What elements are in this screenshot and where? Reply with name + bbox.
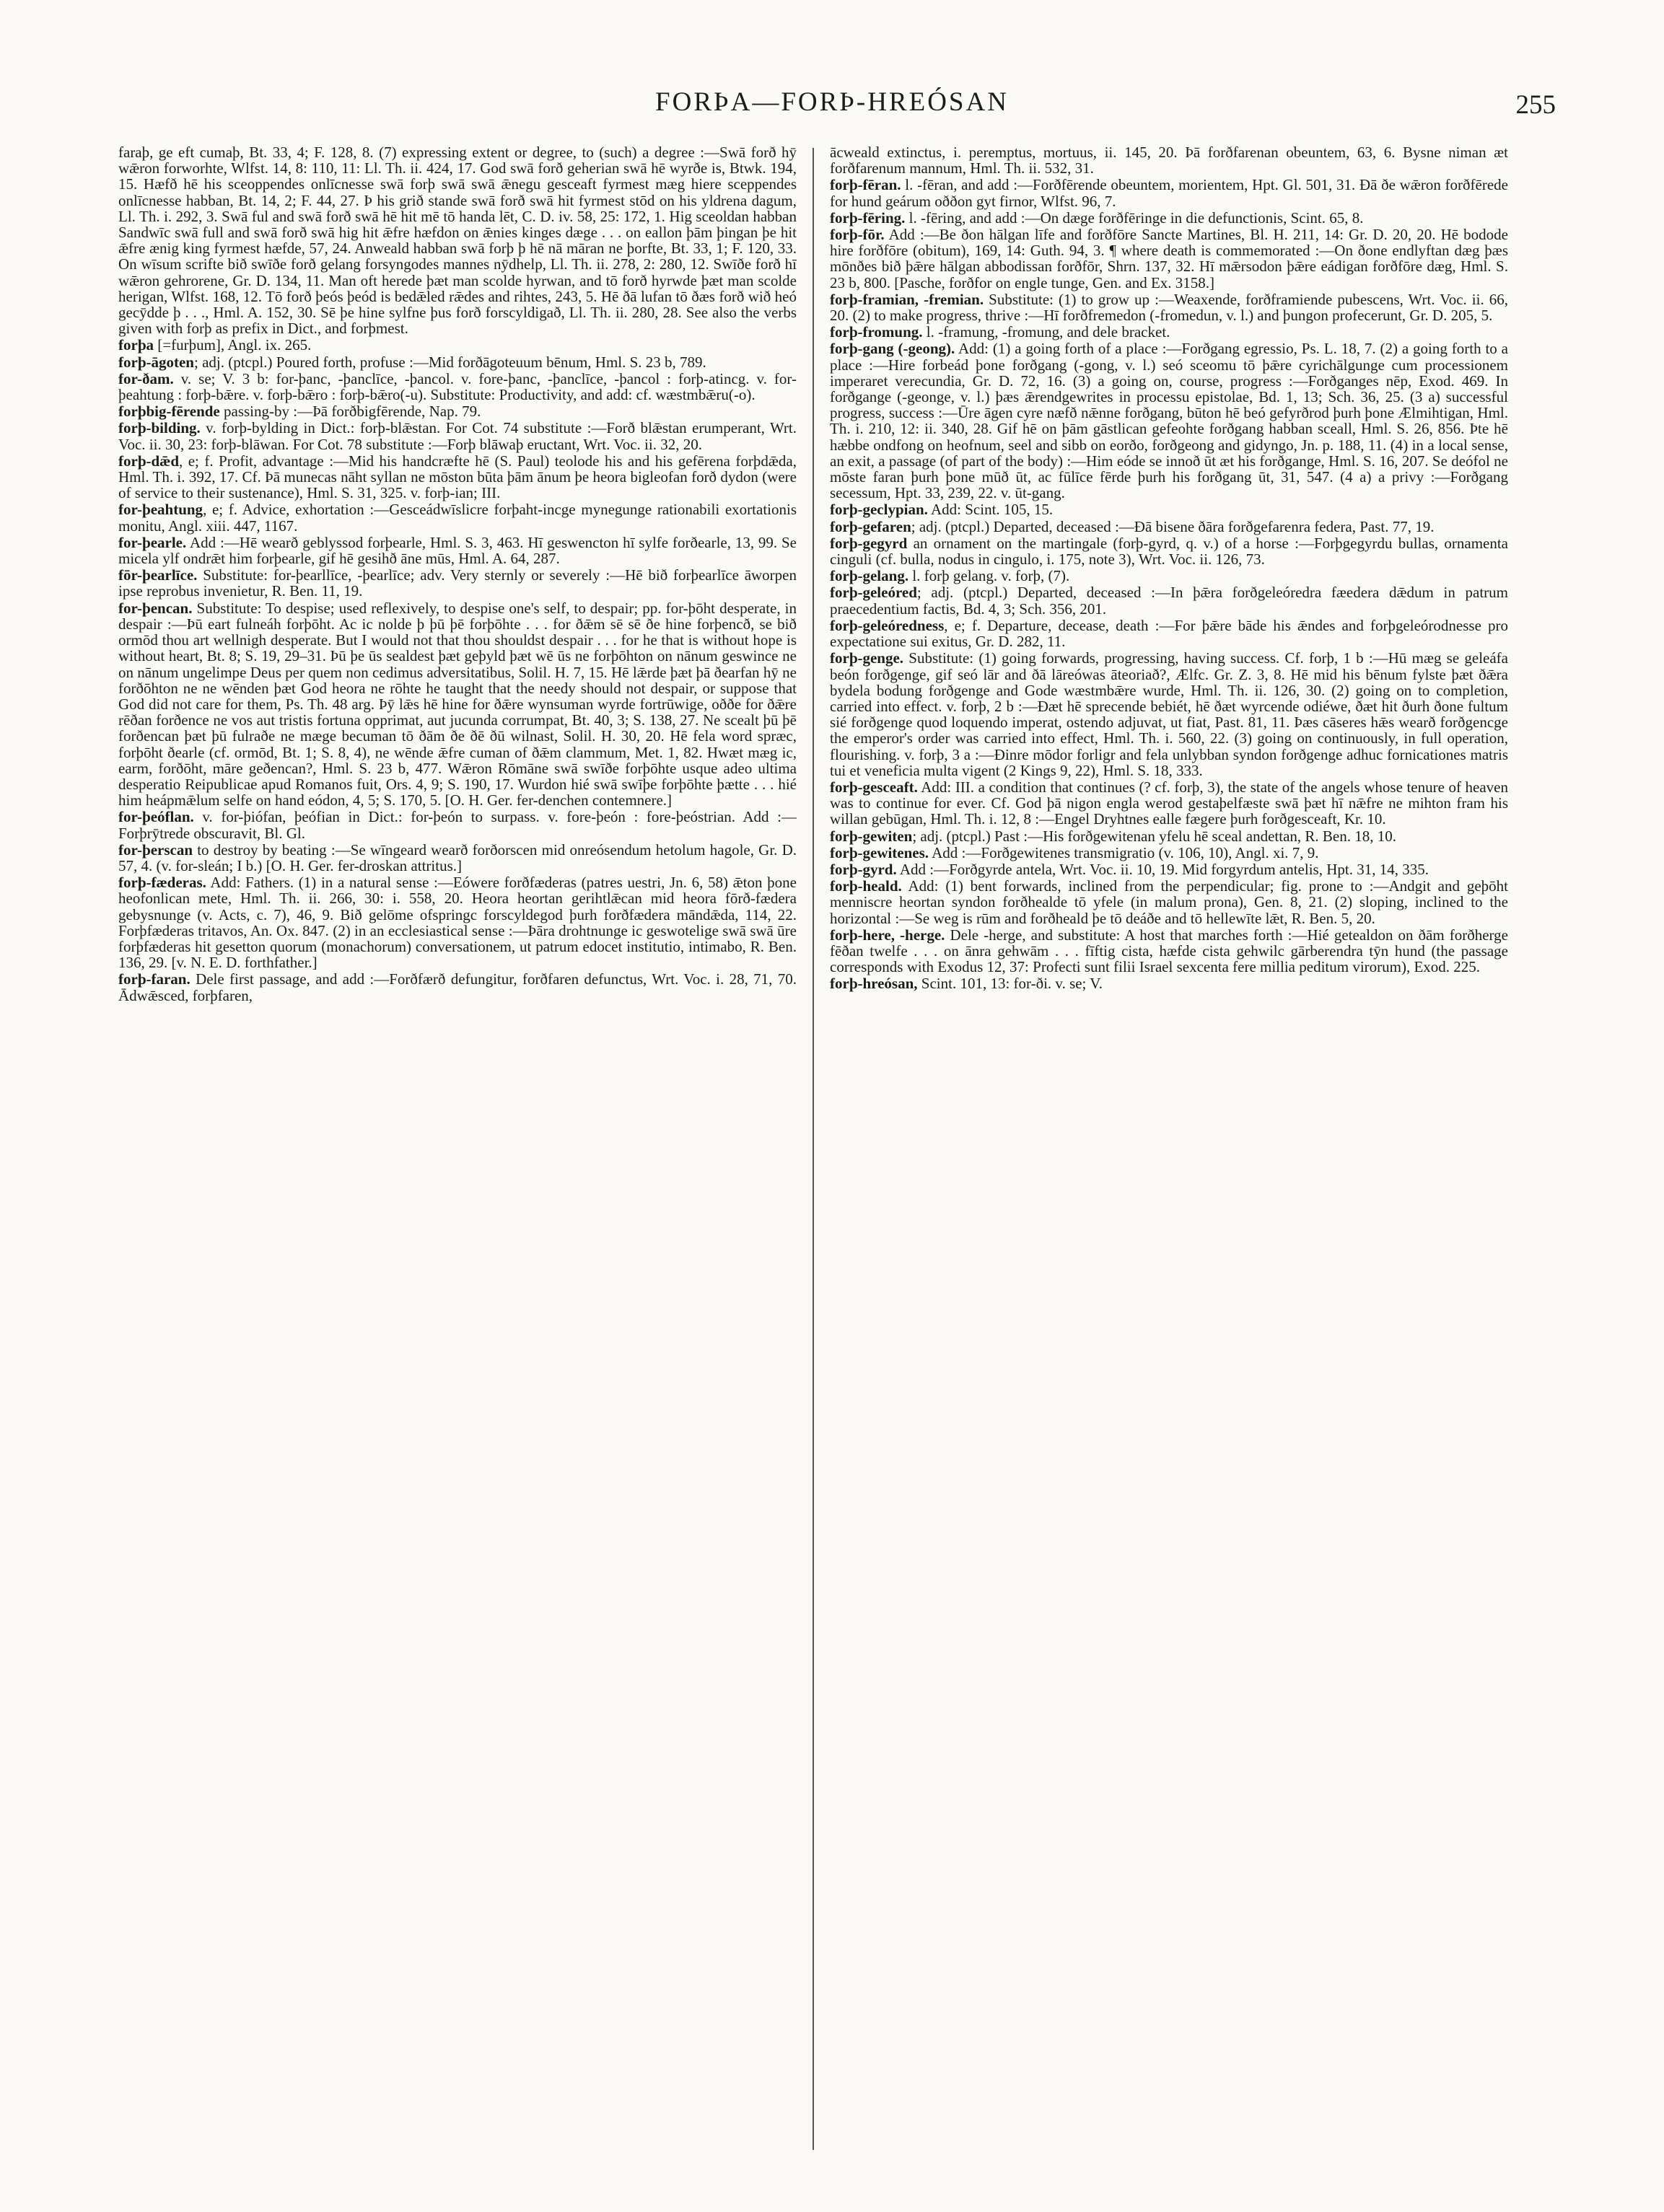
entry-body: ; adj. (ptcpl.) Past :—His forðgewitenan yfelu hē sceal andettan, R. Ben. 18, 10. — [912, 827, 1396, 845]
entry-headword: forþ-fēran. — [830, 176, 901, 194]
entry-headword: for-þearle. — [118, 533, 187, 551]
entry-headword: for-ðam. — [118, 369, 174, 387]
entry-body: Add: Fathers. (1) in a natural sense :—Eówere forðfæderas (patres uestri, Jn. 6, 58) ǣton þone heofonlican mete, Hml. Th. ii. 266, 30: i. 558, 20. Heora heortan gerihtlǣcan mid heora fōrð-fædera gebysnunge (v. Acts, c. 7), 46, 9. Bið gelōme ofspringc forscyldegod þurh forðfædera māndǣda, 114, 22. Forþfæderas tritavos, An. Ox. 847. (2) in an ecclesiastical sense :—Þāra drohtnunge ic geswotelige swā swā ūre forþfæderas hit gesetton quorum (monachorum) conversationem, ut patrum edocet institutio, intimabo, R. Ben. 136, 29. [v. N. E. D. forthfather.] — [118, 874, 797, 972]
dictionary-entry — [118, 144, 797, 336]
entry-headword: forþa — [118, 336, 154, 354]
entry-body: v. forþ-bylding in Dict.: forþ-blǣstan. For Cot. 74 substitute :—Forð blǣstan erumperant, Wrt. Voc. ii. 30, 23: forþ-blāwan. For Cot. 78 substitute :—Forþ blāwaþ eructant, Wrt. Voc. ii. 32, 20. — [118, 419, 797, 453]
entry-headword: forþ-here, -herge. — [830, 926, 945, 944]
entry-headword: forþ-fromung. — [830, 323, 923, 341]
entry-body: l. -fēran, and add :—Forðfērende obeuntem, morientem, Hpt. Gl. 501, 31. Ðā ðe wǣron forðfērede for hund geárum oððon gyt firnor, Wlfst. 96, 7. — [830, 176, 1508, 210]
entry-body: Add :—Be ðon hālgan līfe and forðfōre Sancte Martines, Bl. H. 211, 14: Gr. D. 20, 20. Hē bodode hire forðfōre (obitum), 169, 14: Guth. 94, 3. ¶ where death is commemorated :—On ðone endlyftan dæg þæs mōnðes bið þǣre hālgan abbodissan forðfōr, Shrn. 137, 32. Hī mǣrsodon þǣre eádigan forðfōre dæg, Hml. S. 23 b, 800. [Pasche, forðfor on engle tunge, Gen. and Ex. 3158.] — [830, 226, 1508, 291]
entry-headword: for-þeóflan. — [118, 808, 194, 826]
page-header — [108, 85, 1556, 124]
entry-headword: forþ-fōr. — [830, 226, 885, 244]
entry-headword: forþ-gefaren — [830, 517, 911, 535]
entry-body: an ornament on the martingale (forþ-gyrd, q. v.) of a horse :—Forþgegyrdu bullas, ornamenta cinguli (cf. bulla, nodus in cingulo, i. 175, note 3), Wrt. Voc. ii. 126, 73. — [830, 534, 1508, 569]
dictionary-entry — [830, 535, 1508, 567]
entry-body: l. forþ gelang. v. forþ, (7). — [908, 567, 1070, 585]
dictionary-entry — [118, 874, 797, 970]
entry-body: , e; f. Departure, decease, death :—For þǣre bāde his ǣndes and forþgeleórodnesse pro expectatione sui exitus, Gr. D. 282, 11. — [830, 616, 1508, 651]
entry-body: Add :—Forðgyrde antela, Wrt. Voc. ii. 10, 19. Mid forgyrdum antelis, Hpt. 31, 14, 335. — [896, 860, 1429, 878]
dictionary-entry — [830, 845, 1508, 861]
entry-headword: forþ-āgoten — [118, 353, 194, 371]
entry-headword: forþ-framian, -fremian. — [830, 290, 984, 308]
entry-headword: forþ-gyrd. — [830, 860, 897, 878]
dictionary-entry — [830, 828, 1508, 844]
page-number: 255 — [1515, 90, 1556, 120]
entry-headword: forþ-gesceaft. — [830, 778, 918, 796]
entry-headword: forþ-gewiten — [830, 827, 913, 845]
entry-headword: forþ-genge. — [830, 649, 904, 667]
dictionary-entry — [830, 324, 1508, 340]
dictionary-entry — [118, 600, 797, 809]
dictionary-entry — [830, 975, 1508, 991]
dictionary-entry — [830, 584, 1508, 616]
left-column — [118, 144, 797, 2157]
entry-body: v. for-þiófan, þeófian in Dict.: for-þeón to surpass. v. fore-þeón : fore-þeóstrian. Add :—Forþrȳtrede obscuravit, Bl. Gl. — [118, 808, 797, 842]
entry-headword: forþ-fæderas. — [118, 874, 206, 892]
column-divider — [813, 148, 814, 2150]
entry-headword: forþ-faran. — [118, 970, 191, 988]
dictionary-entry — [118, 403, 797, 419]
dictionary-entry — [830, 878, 1508, 926]
entry-headword: fōr-þearlīce. — [118, 566, 198, 584]
entry-headword: for-þeahtung — [118, 501, 203, 519]
entry-headword: forþ-geclypian. — [830, 501, 928, 519]
dictionary-entry — [118, 809, 797, 841]
entry-body: ; adj. (ptcpl.) Departed, deceased :—In þǣra forðgeleóredra fæedera dǣdum in patrum praecedentium factis, Bd. 4, 3; Sch. 356, 201. — [830, 584, 1508, 618]
dictionary-entry — [830, 501, 1508, 517]
entry-body: Substitute: for-þearllīce, -þearlīce; adv. Very sternly or severely :—Hē bið forþearlīce āworpen ipse reprobus invenietur, R. Ben. 11, 19. — [118, 566, 797, 600]
entry-headword: forþ-geleóredness — [830, 616, 945, 634]
dictionary-entry — [830, 650, 1508, 778]
dictionary-entry — [118, 842, 797, 874]
dictionary-entry — [830, 927, 1508, 975]
dictionary-entry — [118, 453, 797, 501]
dictionary-entry — [118, 971, 797, 1003]
entry-body: Add :—Forðgewitenes transmigratio (v. 106, 10), Angl. xi. 7, 9. — [929, 843, 1319, 861]
entry-headword: forþ-hreósan, — [830, 975, 918, 993]
dictionary-entry — [118, 501, 797, 533]
entry-body: Add :—Hē wearð geblyssod forþearle, Hml. S. 3, 463. Hī geswencton hī sylfe forðearle, 13, 99. Se micela ylf ondrǣt him forþearle, gif hē gesihð āne mūs, Hml. A. 64, 287. — [118, 533, 797, 568]
dictionary-entry — [118, 567, 797, 599]
entry-body: Add: Scint. 105, 15. — [927, 501, 1054, 519]
dictionary-entry — [830, 519, 1508, 535]
dictionary-entry — [118, 354, 797, 370]
entry-body: Dele -herge, and substitute: A host that marches forth :—Hié getealdon on ðām forðherge fēðan twelfe . . . on ānra gehwām . . . fīftig cista, hæfde cista gehwilc gārberendra tȳn hund (the passage corresponds with Exodus 12, 37: Profecti sunt filii Israel sexcenta fere millia peditum virorum), Exod. 225. — [830, 926, 1508, 976]
entry-headword: forþbig-fērende — [118, 403, 220, 421]
entry-body: , e; f. Advice, exhortation :—Gesceádwīslicre forþaht-incge mynegunge rationabili exortationis monitu, Angl. xiii. 447, 1167. — [118, 501, 797, 535]
entry-body: ; adj. (ptcpl.) Poured forth, profuse :—Mid forðāgoteuum bēnum, Hml. S. 23 b, 789. — [193, 353, 706, 371]
entry-headword: for-þerscan — [118, 841, 193, 859]
dictionary-entry — [830, 227, 1508, 291]
entry-headword: forþ-heald. — [830, 877, 902, 895]
dictionary-entry — [830, 144, 1508, 176]
dictionary-entry — [830, 618, 1508, 649]
entry-headword: forþ-bilding. — [118, 419, 201, 437]
entry-body: l. -fēring, and add :—On dæge forðfēringe in die defunctionis, Scint. 65, 8. — [905, 209, 1364, 227]
right-column — [830, 144, 1508, 2157]
entry-body: passing-by :—Þā forðbigfērende, Nap. 79. — [219, 403, 481, 421]
entry-body: Substitute: (1) going forwards, progressing, having success. Cf. forþ, 1 b :—Hū mæg se geleáfa beón forðgenge, gif seó lār and ðā lāreówas āteoriað?, Ælfc. Gr. Z. 3, 8. Hē mid his bēnum fylste þæt ðǣra bydela bodung forðgenge and Gode wæstmbǣre wurde, Hml. Th. ii. 126, 30. (2) going on to completion, carried into effect. v. forþ, 2 b :—Ðæt hē sprecende bebiét, hē ðæt wyrcende odiéwe, ðæt hit ðurh ðone fultum sié forðgenge quod loquendo imperat, ostendo adjuvat, ut fiat, Past. 81, 11. Þæs cāseres hǣs wearð forðgencge the emperor's order was carried into effect, Hml. Th. i. 560, 22. (3) going on continuously, in full operation, flourishing. v. forþ, 3 a :—Ðinre mōdor forligr and fela unlybban syndon forðgenge adhuc fornicationes matris tui et veneficia multa vigent (2 Kings 9, 22), Hml. S. 18, 333. — [830, 649, 1508, 779]
dictionary-entry — [830, 177, 1508, 209]
dictionary-entry — [830, 568, 1508, 584]
entry-headword: forþ-gang (-geong). — [830, 340, 955, 358]
entry-body: Add: III. a condition that continues (? cf. forþ, 3), the state of the angels whose tenure of heaven was to continue for ever. Cf. God þā nigon engla werod gestaþelfæste swā þæt hī nǣfre ne mihton fram his willan gebūgan, Hml. Th. i. 12, 8 :—Engel Dryhtnes ealle fægere þurh forðgesceaft, Kr. 10. — [830, 778, 1508, 828]
dictionary-entry — [830, 341, 1508, 501]
entry-body: to destroy by beating :—Se wīngeard wearð forðorscen mid onreósendum hetolum hagole, Gr. D. 57, 4. (v. for-sleán; I b.) [O. H. Ger. fer-droskan attritus.] — [118, 841, 797, 874]
dictionary-entry — [118, 371, 797, 403]
entry-body: Substitute: (1) to grow up :—Weaxende, forðframiende pubescens, Wrt. Voc. ii. 66, 20. (2) to make progress, thrive :—Hī forðfremedon (-fromedun, v. l.) and þungon profecerunt, Gr. D. 205, 5. — [830, 290, 1508, 325]
entry-body: Add: (1) bent forwards, inclined from the perpendicular; fig. prone to :—Andgit and geþōht menniscre heortan syndon forðhealde tō yfele (in malum prona), Gen. 8, 21. (2) sloping, inclined to the horizontal :—Se weg is rūm and forðheald þe tō deáðe and tō hellewīte lǣt, R. Ben. 5, 20. — [830, 877, 1508, 927]
dictionary-entry — [118, 420, 797, 452]
entry-headword: forþ-fēring. — [830, 209, 906, 227]
entry-body: [=furþum], Angl. ix. 265. — [154, 336, 312, 354]
dictionary-entry — [118, 337, 797, 353]
dictionary-entry — [830, 210, 1508, 226]
entry-body: ācweald extinctus, i. peremptus, mortuus, ii. 145, 20. Þā forðfarenan obeuntem, 63, 6. Bysne niman æt forðfarenum mannum, Hml. Th. ii. 532, 31. — [830, 144, 1508, 177]
entry-body: Scint. 101, 13: for-ði. v. se; V. — [917, 975, 1103, 993]
entry-body: v. se; V. 3 b: for-þanc, -þanclīce, -þancol. v. fore-þanc, -þanclīce, -þancol : forþ-atincg. v. for-þeahtung : forþ-bǣre. v. forþ-bǣro : forþ-bǣro(-u). Substitute: Productivity, and add: cf. wæstmbǣru(-o). — [118, 369, 797, 404]
entry-headword: forþ-gelang. — [830, 567, 909, 585]
dictionary-entry — [830, 779, 1508, 828]
entry-body: , e; f. Profit, advantage :—Mid his handcræfte hē (S. Paul) teolode his and his gefērena forþdǣda, Hml. Th. i. 392, 17. Cf. Þā munecas nāht syllan ne mōston būta þām ānum þe heora bigleofan forð dydon (were of service to their sustenance), Hml. S. 31, 325. v. forþ-ian; III. — [118, 452, 797, 502]
entry-headword: forþ-geleóred — [830, 584, 917, 602]
entry-body: Substitute: To despise; used reflexively, to despise one's self, to despair; pp. for-þōht desperate, in despair :—Þū eart fulneáh forþōht. Ac ic nolde þ þū þē forþōhte . . . for ðǣm sē sē ðe hine forþencð, se bið ormōd thou art wellnigh desperate. But I would not that thou shouldst despair . . . for he that is without hope is without heart, Bt. 8; S. 19, 29–31. Þū þe ūs sealdest þæt geþyld þæt wē ūs ne forþōhton on nānum geswince ne on nānum ungelimpe Deus per quem non cedimus adversitatibus, Solil. H. 7, 15. Hē lǣrde þæt þā ðearfan hȳ ne forðōhton ne ne wēnden þæt God heora ne rōhte he taught that the needy should not despair, or suppose that God did not care for them, Ps. Th. 48 arg. Þȳ lǣs hē hine for ðǣre wynsuman wyrde fortrūwige, oððe for ðǣre rēðan forðence ne vos aut tristis fortuna opprimat, aut jucunda corrumpat, Bt. 40, 3; S. 138, 27. Ne scealt þū þē forðencan þæt þū fulraðe ne mæge becuman tō ðām ðe ðē ðū wilnast, Solil. H. 30, 20. Hē fela word spræc, forþōht ðearle (cf. ormōd, Bt. 1; S. 8, 4), ne wēnde ǣfre cuman of ðǣm clammum, Met. 1, 82. Hwæt mæg ic, earm, forðōht, māre geðencan?, Hml. S. 23 b, 477. Wǣron Rōmāne swā swīðe forþōhte usque adeo ultima desperatio Reipublicae apud Romanos fuit, Ors. 4, 9; S. 190, 17. Wurdon hié swā swīþe forþōhte þætte . . . hié him heápmǣlum selfe on hand eódon, 4, 5; S. 170, 5. [O. H. Ger. fer-denchen contemnere.] — [118, 599, 797, 809]
dictionary-entry — [830, 861, 1508, 877]
entry-body: ; adj. (ptcpl.) Departed, deceased :—Ðā bisene ðāra forðgefarenra federa, Past. 77, 19. — [911, 517, 1435, 535]
entry-headword: forþ-dǣd — [118, 452, 180, 470]
entry-headword: forþ-gewitenes. — [830, 843, 929, 861]
entry-body: faraþ, ge eft cumaþ, Bt. 33, 4; F. 128, 8. (7) expressing extent or degree, to (such) a degree :—Swā forð hȳ wǣron forworhte, Wlfst. 14, 8: 110, 11: Ll. Th. ii. 424, 17. God swā forð geherian swā hē wyrðe is, Btwk. 194, 15. Hæfð hē his sceoppendes onlīcnesse swā forþ swā swā ǣnegu gesceaft fyrmest mæg hiere sceppendes onlīcnesse habban, Bt. 14, 2; F. 44, 27. Þ his grið stande swā forð swā hit fyrmest stōd on his yldrena dagum, Ll. Th. i. 292, 3. Swā ful and swā forð swā hē hit mē tō handa lēt, C. D. iv. 58, 25: 172, 1. Hig sceoldan habban Sandwīc swā full and swā forð swā hig hit ǣfre hæfdon on ǣnies kinges dæge . . . on eallon þām þingan þe hit ǣfre ænig king fyrmest hæfde, 57, 24. Anweald habban swā forþ þ hē nā māran ne þorfte, Bt. 33, 1; F. 120, 33. On wīsum scrifte bið swīðe forð gelang forsyngodes mannes nȳdhelp, Ll. Th. ii. 278, 2: 280, 12. Swīðe forð hī wǣron gehrorene, Gr. D. 134, 11. Man oft herede þæt man scolde hyrwan, and tō forð hyrwde þæt man scolde herigan, Wlfst. 168, 12. Tō forð þeós þeód is bedǣled rǣdes and rihtes, 243, 5. Hē ðā lufan tō ðæs forð wið heó gecȳdde þ . . ., Hml. A. 152, 30. Sē þe hine sylfne þus forð forscyldigað, Ll. Th. ii. 280, 28. See also the verbs given with forþ as prefix in Dict., and forþmest. — [118, 144, 797, 338]
entry-body: Dele first passage, and add :—Forðfærð defungitur, forðfaren defunctus, Wrt. Voc. i. 28, 71, 70. Ādwǣsced, forþfaren, — [118, 970, 797, 1004]
dictionary-entry — [830, 291, 1508, 323]
dictionary-entry — [118, 535, 797, 566]
entry-body: l. -framung, -fromung, and dele bracket. — [922, 323, 1170, 341]
page-title: FORÞA—FORÞ-HREÓSAN — [655, 87, 1009, 117]
entry-headword: forþ-gegyrd — [830, 534, 908, 552]
entry-headword: for-þencan. — [118, 599, 193, 617]
entry-body: Add: (1) a going forth of a place :—Forðgang egressio, Ps. L. 18, 7. (2) a going forth to a place :—Hire forbeád þone forðgang (-gong, v. l.) seó sceomu tō þǣre cyrichālgunge cum processionem imperaret verecundia, Gr. D. 72, 16. (3) a going on, course, progress :—Forðganges nēp, Exod. 469. In forðgange (-geonge, v. l.) þæs ǣrendgewrites in processu epistolae, Bd. 1, 13; Sch. 36, 25. (3 a) successful progress, success :—Ūre āgen cyre næfð nǣnne forðgang, būton hē beó gefyrðrod þurh þone Ælmihtigan, Hml. Th. i. 210, 12: ii. 340, 28. Gif hē on þām gāstlican gefeohte forðgang habban sceall, Hml. S. 26, 856. Þte hē hæbbe ondfong on heofnum, seel and sibb on eorðo, forðgeong and gidyngo, Jn. p. 188, 11. (4) in a local sense, an exit, a passage (of part of the body) :—Him eóde se innoð ūt æt his forðgange, Hml. S. 16, 207. Se deófol ne mōste faran þurh þone mūð ūt, ac fūlīce fērde þurh his forðgang ūt, 31, 547. (4 a) a privy :—Forðgang secessum, Hpt. 33, 239, 22. v. ūt-gang. — [830, 340, 1508, 502]
